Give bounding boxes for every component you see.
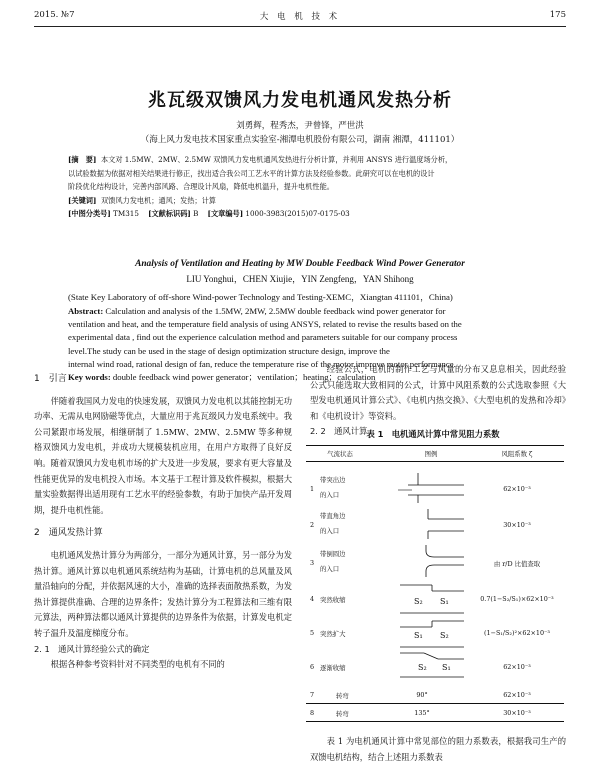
row-number: 4	[309, 595, 315, 603]
table-top-rule	[306, 445, 564, 446]
english-abstract-line: ventilation and heat, and the temperature field analysis of using ANSYS, related to revise the results based on the	[68, 319, 462, 330]
row-coefficient: 0.7(1−S₂/S₁)×62×10⁻³	[480, 595, 554, 603]
section-1-body: 伴随着我国风力发电的快速发展，双馈风力发电机以其能控制无功功率、无需从电网励磁等优点，大量应用于兆瓦级风力发电系统中。我公司紧跟市场发展，相继研制了 1.5MW、2MW、2.5MW 等多种规格双馈风力发电机，并成功大规模装机应用，在用户方取得了良好反响。随着双馈风力发电机市场的扩大及进一步发展，要求有更大容量及性能更优异的发电机投入市场。本文基于工程计算及软件模拟，根据大量实验数据得出适用现有工艺水平的经验参数，有助于加快产品开发周期，提升电机性能。	[34, 395, 292, 515]
keywords-label: [关键词]	[68, 195, 97, 205]
english-abstract-line: Calculation and analysis of the 1.5MW, 2MW, 2.5MW double feedback wind power generator for	[105, 306, 446, 316]
english-keywords: double feedback wind power generator；ventilation；heating；calculation	[112, 372, 376, 383]
left-column	[34, 364, 292, 673]
issue-number: 2015. №7	[34, 10, 75, 20]
caption-text: 表 1 为电机通风计算中常见部位的阻力系数表，根据我司生产的双馈电机结构，结合上述阻力系数表	[310, 736, 566, 762]
row-state: 突然扩大	[320, 630, 346, 638]
row-coefficient: 30×10⁻³	[503, 521, 531, 529]
legend-right-angle-inlet-icon	[398, 507, 466, 541]
english-abstract-line: internal wind road, rational design of fan, reduce the temperature rise of the motor,improve motor performance.	[68, 358, 456, 369]
label-s1: S₁	[414, 631, 423, 640]
english-affiliation: (State Key Laboratory of off-shore Wind-power Technology and Testing-XEMC，Xiangtan 411101，China)	[68, 292, 453, 302]
row-coefficient: 62×10⁻³	[503, 691, 531, 699]
abstract-cn	[68, 153, 532, 221]
row-number: 2	[309, 521, 315, 529]
english-keywords-label: Key words:	[68, 372, 111, 383]
authors: 刘勇辉，程秀杰，尹曾锋，严世洪	[236, 121, 364, 131]
label-s1: S₁	[442, 663, 451, 672]
label-s2: S₂	[440, 631, 449, 640]
paper-title: 兆瓦级双馈风力发电机通风发热分析	[148, 90, 452, 111]
row-number: 8	[309, 709, 315, 717]
resistance-table	[306, 445, 564, 731]
section-2-body: 电机通风发热计算分为两部分，一部分为通风计算，另一部分为发热计算。通风计算以电机通风系统结构为基础，计算电机的总风量及风量沿轴向的分配，并依据风速的大小，准确的选择表面散热系数，为发热计算提供准确、合理的边界条件；发热计算分为工程算法和三维有限元算法，两种算法都以通风计算提供的边界条件为依据，计算发电机定转子温升及温度梯度分布。	[34, 549, 292, 638]
row-coefficient: 30×10⁻³	[503, 709, 531, 717]
code-value: B	[193, 209, 199, 218]
legend-sudden-expansion-icon	[398, 619, 466, 649]
english-title: Analysis of Ventilation and Heating by MW Double Feedback Wind Power Generator	[135, 259, 465, 269]
row-legend-angle: 90°	[416, 691, 428, 699]
legend-protruding-inlet-icon	[398, 471, 466, 505]
header-legend: 图例	[424, 450, 438, 458]
abstract-line-3: 阶段优化结构设计，完善内部风路、合理设计风扇，降低电机温升，提升电机性能。	[68, 182, 334, 191]
legend-sudden-contraction-icon	[398, 583, 466, 615]
section-2-2-heading: 2. 2 通风计算	[310, 426, 368, 437]
label-s1: S₁	[440, 597, 449, 606]
article-label: [文章编号]	[207, 209, 244, 218]
row-number: 5	[309, 629, 315, 637]
journal-name: 大 电 机 技 术	[259, 12, 341, 22]
row-coefficient: 62×10⁻³	[503, 663, 531, 671]
section-2-heading: 2 通风发热计算	[34, 528, 103, 539]
row-state-line: 的入口	[320, 565, 340, 573]
abstract-line-2: 以试验数据为依据对相关结果进行修正，找出适合我公司工艺水平的计算方法及经验参数。此研究可以在电机的设计	[68, 168, 435, 178]
table-caption	[310, 734, 566, 765]
row-coefficient: 62×10⁻³	[503, 485, 531, 493]
running-header	[34, 10, 566, 24]
row-state	[320, 475, 364, 499]
header-rule	[34, 26, 566, 27]
english-abstract-line: experimental data , find out the experience calculation method and parameters suitable for our company process	[68, 332, 458, 343]
row-state-line: 的入口	[320, 527, 340, 535]
row-coefficient: (1−S₁/S₂)²×62×10⁻³	[484, 629, 550, 637]
abstract-label: [摘 要]	[68, 155, 97, 164]
section-2-1-body: 根据各种参考资料针对不同类型的电机有不同的	[50, 659, 225, 670]
row-state: 突然收缩	[320, 596, 346, 604]
table-bottom-rule	[306, 721, 564, 722]
row-number: 6	[309, 663, 315, 671]
row-state	[320, 549, 364, 573]
row-state-line: 带直角边	[320, 512, 346, 520]
affiliation: （海上风力发电技术国家重点实验室-湘潭电机股份有限公司，湖南 湘潭，411101）	[140, 135, 460, 145]
row-state-line: 的入口	[320, 491, 340, 499]
code-label: [文献标识码]	[148, 209, 191, 218]
row-state-line: 带倒圆边	[320, 550, 346, 558]
legend-gradual-contraction-icon	[398, 651, 466, 679]
row-number: 1	[309, 485, 315, 493]
row-state: 逐渐收缩	[320, 664, 346, 672]
section-1-heading: 1 引言	[34, 374, 67, 384]
header-state: 气流状态	[327, 450, 353, 458]
row-coefficient: 由 r/D 比值查取	[493, 560, 541, 568]
table-row-rule	[306, 703, 564, 704]
class-label: [中图分类号]	[68, 209, 111, 218]
english-abstract-label: Abstract:	[68, 306, 104, 316]
row-number: 3	[309, 559, 315, 567]
article-value: 1000-3983(2015)07-0175-03	[245, 209, 350, 218]
row-state	[320, 511, 364, 535]
row-state-line: 带突出边	[320, 476, 346, 484]
abstract-line-1: 本文对 1.5MW、2MW、2.5MW 双馈风力发电机通风发热进行分析计算，并利用 ANSYS 进行温度场分析，	[100, 155, 453, 164]
table-header-rule	[306, 461, 564, 462]
row-state: 转弯	[336, 692, 349, 700]
right-paragraph: 经验公式，电机的制作工艺与风量的分布又息息相关，因此经验公式只能选取大致相同的公式，计算中风阻系数的公式选取参照《大型发电机通风计算公式》、《电机内热交换》、《大型电机的发热和冷却》和《电机设计》等资料。	[310, 364, 566, 421]
english-abstract-line: level.The study can be used in the stage of design optimization structure design, improve the	[68, 345, 390, 356]
header-coefficient: 风阻系数 ζ	[501, 450, 533, 458]
row-number: 7	[309, 691, 315, 699]
class-value: TM315	[113, 209, 139, 218]
label-s2: S₂	[418, 663, 427, 672]
legend-rounded-inlet-icon	[398, 543, 466, 579]
label-s2: S₂	[414, 597, 423, 606]
english-authors: LIU Yonghui，CHEN Xiujie，YIN Zengfeng，YAN Shihong	[186, 274, 414, 284]
row-legend-angle: 135°	[414, 709, 430, 717]
table-title: 表 1 电机通风计算中常见阻力系数	[366, 429, 500, 439]
keywords-cn: 双馈风力发电机；通风；发热；计算	[100, 195, 216, 205]
row-state: 转弯	[336, 710, 349, 718]
section-2-1-heading: 2. 1 通风计算经验公式的确定	[34, 643, 150, 654]
page-number: 175	[549, 10, 566, 20]
